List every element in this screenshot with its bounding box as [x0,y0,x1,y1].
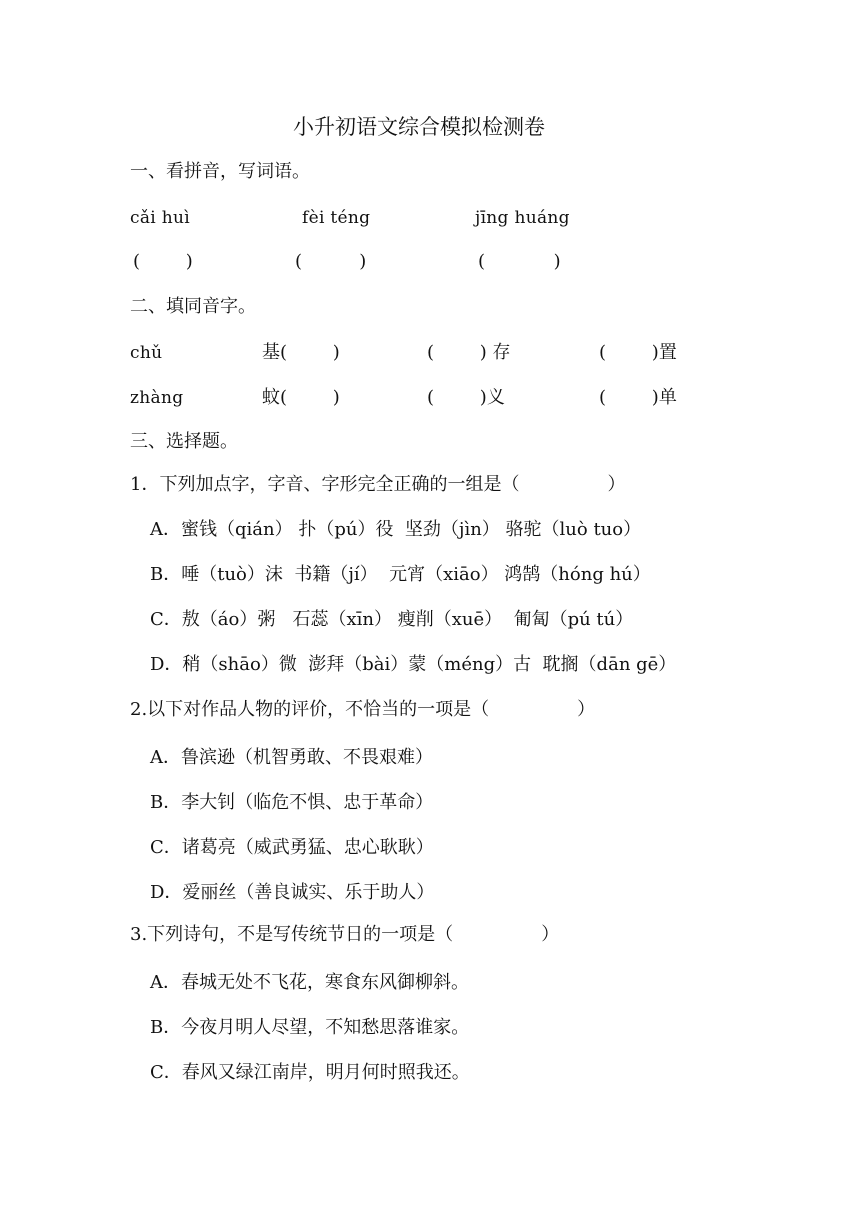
question-2-stem: 2.以下对作品人物的评价，不恰当的一项是（ ） [130,699,596,720]
homophone-item: 基( ) [262,342,340,363]
section-1-heading: 一、看拼音，写词语。 [130,161,310,182]
q1-option-b: B．唾（tuò）沫 书籍（jí） 元宵（xiāo） 鸿鹄（hóng hú） [150,564,651,585]
section-3-heading: 三、选择题。 [130,431,238,452]
homophone-item: ( )置 [599,342,677,363]
homophone-item: ( ) 存 [427,342,511,363]
q3-option-b: B．今夜月明人尽望，不知愁思落谁家。 [150,1017,470,1038]
q1-option-c: C．敖（áo）粥 石蕊（xīn） 瘦削（xuē） 匍匐（pú tú） [150,609,634,630]
q2-option-b: B．李大钊（临危不惧、忠于革命） [150,792,434,813]
question-3-stem: 3.下列诗句，不是写传统节日的一项是（ ） [130,924,560,945]
question-1-stem: 1．下列加点字，字音、字形完全正确的一组是（ ） [130,474,626,495]
q2-option-d: D．爱丽丝（善良诚实、乐于助人） [150,882,435,903]
q1-option-d: D．稍（shāo）微 澎拜（bài）蒙（méng）古 耽搁（dān gē） [150,654,677,675]
pinyin-3: jīng huáng [475,208,570,228]
homophone-pinyin-1: chǔ [130,343,163,363]
q3-option-a: A．春城无处不飞花，寒食东风御柳斜。 [150,972,469,993]
pinyin-2: fèi téng [302,208,371,228]
q1-option-a: A．蜜钱（qián） 扑（pú）役 坚劲（jìn） 骆驼（luò tuo） [150,519,642,540]
section-2-heading: 二、填同音字。 [130,296,256,317]
q3-option-c: C．春风又绿江南岸，明月何时照我还。 [150,1062,470,1083]
answer-blank-2: ( ) [295,251,367,272]
q2-option-c: C．诸葛亮（威武勇猛、忠心耿耿） [150,837,434,858]
answer-blank-3: ( ) [478,251,561,272]
homophone-item: ( )义 [427,387,505,408]
pinyin-1: cǎi huì [130,208,190,228]
homophone-item: 蚊( ) [262,387,340,408]
homophone-pinyin-2: zhàng [130,388,184,408]
homophone-item: ( )单 [599,387,677,408]
page-title: 小升初语文综合模拟检测卷 [293,115,545,139]
q2-option-a: A．鲁滨逊（机智勇敢、不畏艰难） [150,747,433,768]
answer-blank-1: ( ) [133,251,193,272]
